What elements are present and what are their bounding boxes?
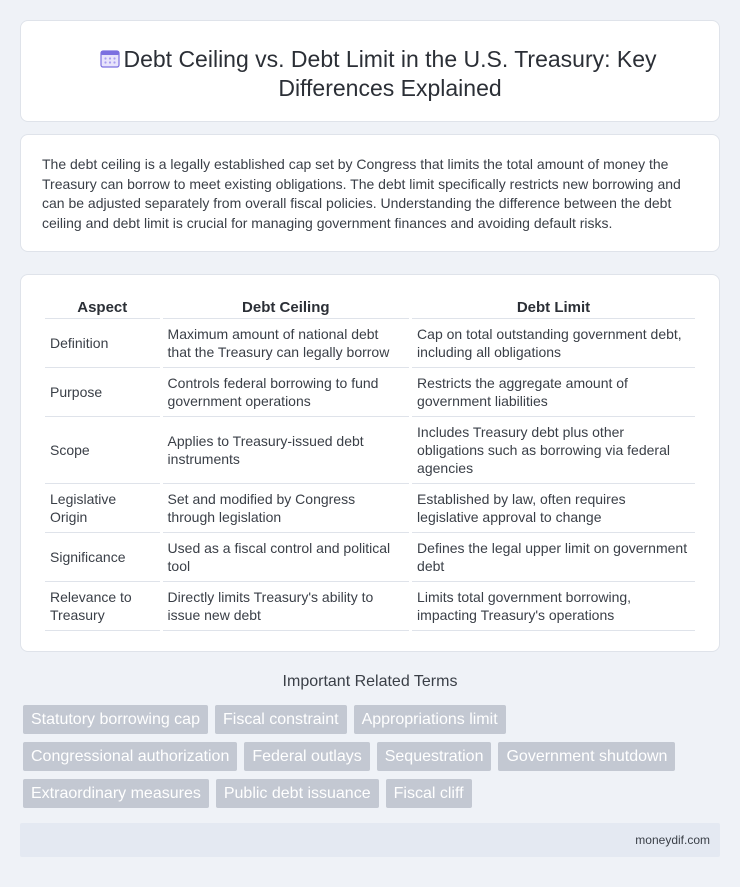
tag-fiscal-constraint[interactable]: Fiscal constraint xyxy=(215,705,347,734)
footer-domain: moneydif.com xyxy=(635,833,710,847)
tag-federal-outlays[interactable]: Federal outlays xyxy=(244,742,369,771)
debt-ceiling-cell: Controls federal borrowing to fund government operations xyxy=(163,368,410,417)
table-row xyxy=(45,533,695,582)
debt-limit-cell: Includes Treasury debt plus other obligations such as borrowing via federal agencies xyxy=(412,417,695,484)
tag-row xyxy=(23,705,713,734)
related-terms-heading: Important Related Terms xyxy=(282,673,458,690)
aspect-cell: Scope xyxy=(45,417,160,484)
tag-statutory-borrowing-cap[interactable]: Statutory borrowing cap xyxy=(23,705,208,734)
footer xyxy=(20,823,720,857)
tag-fiscal-cliff[interactable]: Fiscal cliff xyxy=(386,779,472,808)
table-row xyxy=(45,368,695,417)
table-card xyxy=(20,274,720,652)
tag-row xyxy=(23,742,713,771)
aspect-cell: Purpose xyxy=(45,368,160,417)
debt-ceiling-cell: Applies to Treasury-issued debt instruments xyxy=(163,417,410,484)
tag-congressional-authorization[interactable]: Congressional authorization xyxy=(23,742,237,771)
comparison-table xyxy=(42,295,698,631)
tag-public-debt-issuance[interactable]: Public debt issuance xyxy=(216,779,379,808)
title-card xyxy=(20,20,720,122)
aspect-cell: Relevance to Treasury xyxy=(45,582,160,631)
page-title: Debt Ceiling vs. Debt Limit in the U.S. Treasury: Key Differences Explained xyxy=(123,46,657,101)
table-row xyxy=(45,484,695,533)
column-header-aspect: Aspect xyxy=(45,295,160,319)
debt-limit-cell: Established by law, often requires legislative approval to change xyxy=(412,484,695,533)
column-header-debt-limit: Debt Limit xyxy=(412,295,695,319)
aspect-cell: Legislative Origin xyxy=(45,484,160,533)
debt-limit-cell: Defines the legal upper limit on government debt xyxy=(412,533,695,582)
debt-limit-cell: Cap on total outstanding government debt, including all obligations xyxy=(412,319,695,368)
summary-text: The debt ceiling is a legally established cap set by Congress that limits the total amount of money the Treasury can borrow to meet existing obligations. The debt limit specifically restricts new borrowing and can be adjusted separately from overall fiscal policies. Understanding the difference between the debt ceiling and debt limit is crucial for managing government finances and avoiding default risks. xyxy=(42,156,681,231)
debt-limit-cell: Limits total government borrowing, impacting Treasury's operations xyxy=(412,582,695,631)
aspect-cell: Significance xyxy=(45,533,160,582)
debt-ceiling-cell: Directly limits Treasury's ability to issue new debt xyxy=(163,582,410,631)
tag-row xyxy=(23,779,713,808)
debt-ceiling-cell: Used as a fiscal control and political tool xyxy=(163,533,410,582)
debt-ceiling-cell: Set and modified by Congress through legislation xyxy=(163,484,410,533)
table-row xyxy=(45,417,695,484)
tag-sequestration[interactable]: Sequestration xyxy=(377,742,492,771)
debt-limit-cell: Restricts the aggregate amount of government liabilities xyxy=(412,368,695,417)
tag-appropriations-limit[interactable]: Appropriations limit xyxy=(354,705,506,734)
debt-ceiling-cell: Maximum amount of national debt that the Treasury can legally borrow xyxy=(163,319,410,368)
tag-extraordinary-measures[interactable]: Extraordinary measures xyxy=(23,779,209,808)
aspect-cell: Definition xyxy=(45,319,160,368)
table-header-row xyxy=(45,295,695,319)
table-row xyxy=(45,582,695,631)
related-terms-tags xyxy=(23,705,713,816)
summary-card xyxy=(20,134,720,252)
table-row xyxy=(45,319,695,368)
tag-government-shutdown[interactable]: Government shutdown xyxy=(498,742,675,771)
column-header-debt-ceiling: Debt Ceiling xyxy=(163,295,410,319)
